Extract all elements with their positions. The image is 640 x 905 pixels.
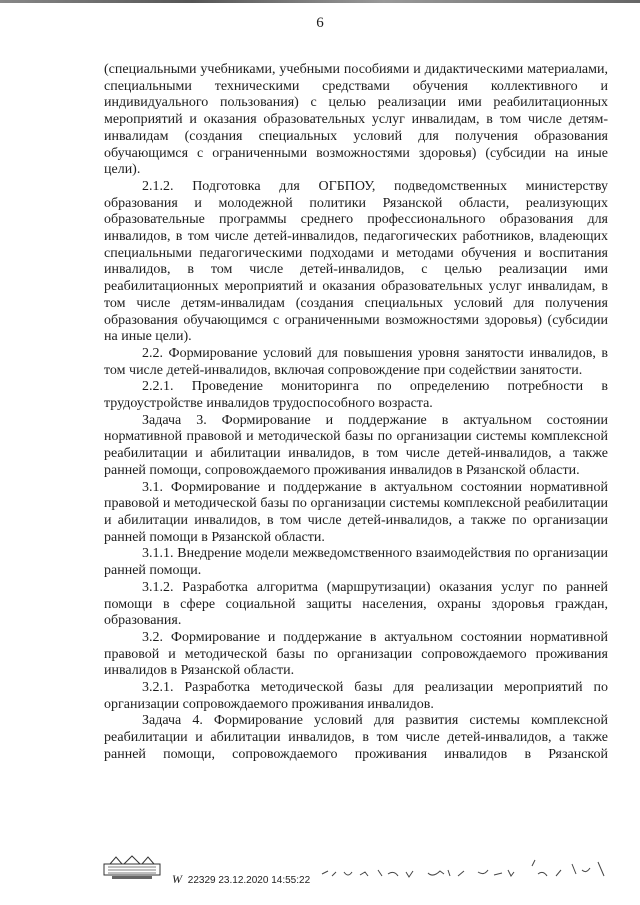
- paragraph-task-4: Задача 4. Формирование условий для развития системы комплексной реабилитации и абилитации инвалидов, в том числе детей-инвалидов, а также ранней помощи, сопровождаемого проживания инвалидов в Рязанской: [104, 713, 608, 762]
- paragraph-3-1-1: 3.1.1. Внедрение модели межведомственного взаимодействия по организации ранней помощи.: [104, 546, 608, 579]
- doc-datetime: 23.12.2020 14:55:22: [218, 875, 311, 886]
- page-footer: [0, 848, 640, 898]
- paragraph-2-1-2: 2.1.2. Подготовка для ОГБПОУ, подведомственных министерству образования и молодежной политики Рязанской области, реализующих образовательные программы среднего профессионального образования для инвалидов, в том числе детей-инвалидов, педагогических работников, владеющих специальными педагогическими подходами и методами обучения и воспитания инвалидов, в том числе детей-инвалидов, с целью реализации ими реабилитационных мероприятий и оказания образовательных услуг инвалидам, в том числе детям-инвалидам (создания специальных условий для получения образования обучающимся с ограниченными возможностями здоровья) (субсидии на иные цели).: [104, 178, 608, 345]
- registry-seal-icon: [102, 854, 162, 880]
- page-number: 6: [316, 15, 324, 31]
- stamp-mark: W: [172, 872, 182, 886]
- scan-noise-marks: [318, 848, 618, 888]
- scan-top-edge: [0, 0, 640, 3]
- doc-number: 22329: [187, 875, 216, 886]
- paragraph-task-3: Задача 3. Формирование и поддержание в актуальном состоянии нормативной правовой и методической базы по организации системы комплексной реабилитации и абилитации инвалидов, в том числе детей-инвалидов, а также ранней помощи, сопровождаемого проживания инвалидов в Рязанской области.: [104, 412, 608, 478]
- document-body: [104, 62, 608, 764]
- paragraph-3-1-2: 3.1.2. Разработка алгоритма (маршрутизации) оказания услуг по ранней помощи в сфере социальной защиты населения, охраны здоровья граждан, образования.: [104, 579, 608, 629]
- paragraph-continuation: (специальными учебниками, учебными пособиями и дидактическими материалами, специальными техническими средствами обучения коллективного и индивидуального пользования) с целью реализации ими реабилитационных мероприятий и оказания образовательных услуг инвалидам, в том числе детям-инвалидам (создания специальных условий для получения образования обучающимся с ограниченными возможностями здоровья) (субсидии на иные цели).: [104, 62, 608, 178]
- document-registration-stamp: [172, 872, 310, 887]
- paragraph-3-1: 3.1. Формирование и поддержание в актуальном состоянии нормативной правовой и методической базы по организации системы комплексной реабилитации и абилитации инвалидов, в том числе детей-инвалидов, а также по организации ранней помощи в Рязанской области.: [104, 479, 608, 545]
- paragraph-3-2: 3.2. Формирование и поддержание в актуальном состоянии нормативной правовой и методической базы по организации сопровождаемого проживания инвалидов в Рязанской области.: [104, 629, 608, 679]
- paragraph-2-2-1: 2.2.1. Проведение мониторинга по определению потребности в трудоустройстве инвалидов трудоспособного возраста.: [104, 379, 608, 412]
- paragraph-3-2-1: 3.2.1. Разработка методической базы для реализации мероприятий по организации сопровождаемого проживания инвалидов.: [104, 680, 608, 712]
- paragraph-2-2: 2.2. Формирование условий для повышения уровня занятости инвалидов, в том числе детей-инвалидов, включая сопровождение при содействии занятости.: [104, 345, 608, 378]
